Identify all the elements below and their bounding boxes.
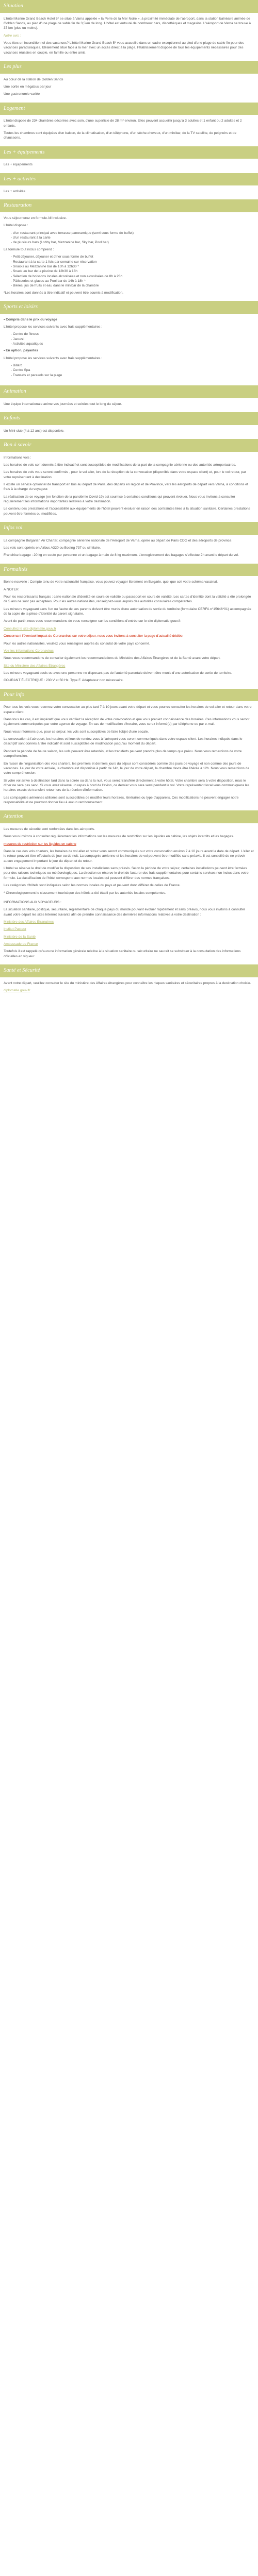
- bon-text: Les horaires de vols vous seront confirmés , pour le vol aller, lors de la réception de la convocation (disponible dans votre espace client) et, pour le vol retour, par votre représentant à destination.: [4, 470, 246, 479]
- formalites-text: Pour les ressortissants français : carte nationale d'identité en cours de validité ou passeport en cours de validité. Les cartes d'identité dont la validité a été prolongée de 5 ans ne sont pas acceptées. Pour les autres nationalités, renseignez-vous auprès des autorités consulaires compétentes.: [4, 595, 251, 604]
- formalites-text: Pour les autres nationalités, veuillez vous renseigner auprès du consulat de votre pays concerné.: [4, 641, 150, 646]
- restauration-subtitle: L'hôtel dispose :: [4, 224, 28, 228]
- sports-paid-title: • En option, payantes: [4, 348, 254, 353]
- infos-link-affaires-etrangeres[interactable]: Ministère des Affaires Étrangères: [4, 920, 54, 924]
- infos-text: La situation sanitaire, politique, sécuritaire, réglementaire de chaque pays du monde pouvant évoluer rapidement et sans préavis, nous vous invitons à consulter avant votre départ les sites Internet suivants afin de prendre connaissance des dernières informations relatives à votre destination :: [4, 908, 246, 917]
- sports-paid-list: [4, 363, 254, 378]
- bon-text: Il existe un service optionnel de transport en bus au départ de Paris, des départs en région et de Province, vers les aéroports de départ vers Varna, à conditions et frais à la charge du voyageur.: [4, 483, 248, 492]
- formalites-text: Bonne nouvelle : Compte tenu de votre nationalité française, vous pouvez voyager librement en Bulgarie, quel que soit votre schéma vaccinal.: [4, 580, 218, 584]
- sports-paid-intro: L'hôtel propose les services suivants avec frais supplémentaires :: [4, 356, 103, 360]
- logement-text: L'hôtel dispose de 234 chambres décorées avec soin, d'une superficie de 28 m² environ. Elles peuvent accueillir jusqu'à 3 adultes et 1 enfant ou 2 adultes et 2 enfants.: [4, 119, 242, 128]
- list-item: - Snack au bar de la piscine de 12h30 à 18h: [11, 269, 254, 274]
- pour-info-text: La convocation à l'aéroport, les horaires et lieux de rendez-vous à l'aéroport vous seront communiqués dans votre espace client. Les horaires indiqués dans le descriptif sont donnés à titre indicatif et sont susceptibles de modification jusqu'au moment du départ.: [4, 737, 243, 746]
- plus-item: Une gastronomie variée: [4, 92, 40, 96]
- formalites-text: Avant de partir, nous vous recommandons de vous renseigner sur les conditions d'entrée sur le site diplomatie.gouv.fr.: [4, 619, 182, 623]
- pour-info-text: Si votre vol arrive à destination tard dans la soirée ou dans la nuit, vous serez transféré directement à votre hôtel. Votre chambre sera à votre disposition, mais le dîner ne sera pas servi. Si vous avez réservé un repas à bord de l'avion, ce dernier vous sera servi pendant le vol. Votre représentant local vous communiquera les horaires exacts du transfert retour lors de la réunion d'information.: [4, 778, 250, 792]
- formalites-electricity: COURANT ÉLECTRIQUE : 230 V et 50 Hz. Type F. Adaptateur non nécessaire.: [4, 679, 124, 683]
- bon-a-savoir-section: [0, 439, 258, 522]
- page: [0, 0, 258, 998]
- activites-text: Les + activités: [4, 190, 25, 194]
- list-item: - Snacks au Mezzanine bar de 10h à 12h30 *: [11, 264, 254, 269]
- enfants-section: [0, 412, 258, 439]
- equipements-section: [0, 146, 258, 173]
- list-item: - Centre de fitness: [11, 332, 254, 336]
- attention-text: Dans le cas des vols charters, les horaires de vol aller et retour vous seront communiqués sur votre convocation environ 7 à 10 jours avant la date de départ. L'aller et le retour peuvent être effectués de jour ou de nuit. La compagnie aérienne et les horaires de vol peuvent être modifiés sans préavis. Il est conseillé de ne prévoir aucun engagement important le jour du départ et du retour.: [4, 850, 254, 863]
- sports-included-list: [4, 332, 254, 346]
- bon-text: La réalisation de ce voyage (en fonction de la pandémie Covid-19) est soumise à certaines conditions qui peuvent évoluer. Nous vous invitons à consulter régulièrement les informations importantes relatives à votre destination.: [4, 495, 235, 504]
- formalites-text: Les mineurs voyageant sans l'un ou l'autre de ses parents doivent être munis d'une autorisation de sortie du territoire (formulaire CERFA n°15646*01) accompagnée de la copie de la pièce d'identité du parent signataire.: [4, 607, 251, 616]
- bon-text: Les horaires de vols sont donnés à titre indicatif et sont susceptibles de modifications de la part de la compagnie aérienne ou des autorités aéroportuaires.: [4, 463, 236, 467]
- list-item: - Activités aquatiques: [11, 342, 254, 346]
- formalites-coronavirus-notice: Concernant l'éventuel impact du Coronavirus sur votre séjour, nous vous invitons à consulter la page d'actualité dédiée.: [4, 634, 184, 638]
- list-item: - Petit déjeuner, déjeuner et dîner sous forme de buffet: [11, 255, 254, 259]
- infos-vol-section: [0, 522, 258, 564]
- equipements-text: Les + équipements: [4, 163, 33, 167]
- list-item: - Jacuzzi: [11, 337, 254, 342]
- equipements-heading: Les + équipements: [0, 146, 258, 159]
- vols-text: La compagnie Bulgarian Air Charter, compagnie aérienne nationale de l'Aéroport de Varna, opère au départ de Paris CDG et des aéroports de province.: [4, 538, 233, 543]
- infos-link-sante[interactable]: Ministère de la Santé: [4, 935, 36, 939]
- list-item: - d'un restaurant à la carte: [11, 235, 254, 240]
- restauration-venue-list: [4, 231, 254, 245]
- list-item: - Restaurant à la carte 1 fois par semaine sur réservation: [11, 260, 254, 264]
- infos-title: INFORMATIONS AUX VOYAGEURS :: [4, 900, 61, 904]
- sports-heading: Sports et loisirs: [0, 301, 258, 314]
- list-item: - Bières, jus de fruits et eau dans le minibar de la chambre: [11, 283, 254, 288]
- plus-heading: Les plus: [0, 61, 258, 74]
- list-item: - Transats et parasols sur la plage: [11, 373, 254, 378]
- list-item: - Pâtisseries et glaces au Pool bar de 14h à 18h *: [11, 279, 254, 283]
- restauration-heading: Restauration: [0, 199, 258, 212]
- pour-info-text: Pendant la période de haute saison, les vols peuvent être retardés, et les transferts peuvent prendre plus de temps que prévu. Nous vous remercions de votre compréhension.: [4, 749, 242, 758]
- animation-section: [0, 385, 258, 412]
- infos-link-pasteur[interactable]: Institut Pasteur: [4, 927, 26, 931]
- list-item: - d'un restaurant principal avec terrasse panoramique (servi sous forme de buffet): [11, 231, 254, 235]
- logement-heading: Logement: [0, 103, 258, 115]
- restauration-subtitle: La formule tout inclus comprend :: [4, 247, 54, 251]
- list-item: - Centre Spa: [11, 368, 254, 372]
- sante-diplomatie-link[interactable]: diplomatie.gouv.fr: [4, 989, 30, 993]
- attention-section: [0, 810, 258, 964]
- diplomatie-link[interactable]: Consultez le site diplomatie.gouv.fr: [4, 626, 56, 631]
- list-item: - de plusieurs bars (Lobby bar, Mezzanine bar, Sky bar, Pool bar): [11, 240, 254, 245]
- situation-heading: Situation: [0, 0, 258, 13]
- situation-opinion-label: Notre avis :: [4, 33, 21, 38]
- restauration-section: [0, 199, 258, 301]
- attention-text: L'hôtel se réserve le droit de modifier la disposition de ses installations sans préavis. Selon la période de votre séjour, certaines installations peuvent être fermées pour des raisons techniques ou météorologiques. La direction se réserve le droit de facturer des frais supplémentaires pour certains services non inclus dans votre formule. La classification de l'hôtel correspond aux normes locales qui peuvent différer des normes françaises.: [4, 867, 249, 880]
- activites-section: [0, 173, 258, 200]
- restauration-inclusive-list: [4, 255, 254, 289]
- infos-link-ambassade[interactable]: Ambassade de France: [4, 942, 38, 946]
- bon-text: Le contenu des prestations et l'accessibilité aux équipements de l'hôtel peuvent évoluer en raison des contraintes liées à la situation sanitaire. Certaines prestations peuvent être fermées ou modifiées.: [4, 507, 250, 516]
- restauration-intro: Vous séjournerez en formule All Inclusive.: [4, 216, 67, 221]
- sports-section: [0, 301, 258, 385]
- situation-text: L'hôtel Marine Grand Beach Hotel 5* se situe à Varna appelée « la Perle de la Mer Noire », à proximité immédiate de l'aéroport, dans la station balnéaire animée de Golden Sands, au pied d'une plage de sable fin de 3,5km de long. L'hôtel est entouré de nombreux bars, discothèques et magasins. L'aéroport de Varna se trouve à 37 km (plus ou moins).: [4, 16, 251, 30]
- formalites-section: [0, 564, 258, 689]
- plus-item: Au cœur de la station de Golden Sands: [4, 77, 63, 81]
- bon-subtitle: Informations vols :: [4, 455, 31, 460]
- situation-opinion-text: Vous êtes un inconditionnel des vacances? L'hôtel Marine Grand Beach 5* vous accueille dans un cadre exceptionnel au pied d'une plage de sable fin pour des vacances paradisiaques. Idéalement situé face à la mer avec un accès direct à la plage, l'établissement dispose de tous les équipements nécessaires pour des vacances réussies en couple, en famille ou entre amis.: [4, 41, 244, 55]
- situation-section: [0, 0, 258, 61]
- infos-text: Toutefois il est rappelé qu'aucune information générale relative à la situation sanitaire ou sécuritaire ne saurait se substituer à la consultation des informations officielles en vigueur.: [4, 950, 241, 958]
- attention-text: * Chronologiquement le classement touristique des hôtels a été établi par les autorités locales compétentes.: [4, 891, 166, 895]
- logement-text: Toutes les chambres sont équipées d'un balcon, de la climatisation, d'un téléphone, d'un sèche-cheveux, d'un minibar, de la TV satellite, de peignoirs et de chaussons.: [4, 131, 237, 140]
- formalites-heading: Formalités: [0, 564, 258, 577]
- pour-info-heading: Pour info: [0, 689, 258, 702]
- pour-info-text: Dans tous les cas, il est impératif que vous vérifiiez la réception de votre convocation et que vous preniez connaissance des horaires. Ces informations vous seront également communiquées par votre agence de voyage. En cas de modification d'horaire, vous serez informé(e) par téléphone ou par e-mail.: [4, 717, 250, 726]
- attention-text: Les mesures de sécurité sont renforcées dans les aéroports.: [4, 827, 95, 831]
- affaires-etrangeres-link[interactable]: Site du Ministère des Affaires Étrangères: [4, 664, 66, 668]
- attention-text: Nous vous invitons à consulter régulièrement les informations sur les mesures de restriction sur les liquides en cabine, les objets interdits et les bagages.: [4, 835, 234, 839]
- formalites-subtitle: A NOTER: [4, 587, 19, 591]
- pour-info-text: En raison de l'organisation des vols charters, les premiers et derniers jours du séjour sont considérés comme des jours de voyage et non comme des jours de vacances. Le jour de votre arrivée, la chambre est disponible à partir de 14h, le jour de votre départ, la chambre devra être libérée à 12h. Nous vous remercions de votre compréhension.: [4, 761, 250, 775]
- bon-a-savoir-heading: Bon à savoir: [0, 439, 258, 452]
- enfants-heading: Enfants: [0, 412, 258, 425]
- sante-text: Avant votre départ, veuillez consulter le site du ministère des Affaires étrangères pour connaître les risques sanitaires et sécuritaires propres à la destination choisie.: [4, 981, 251, 985]
- animation-heading: Animation: [0, 385, 258, 398]
- plus-section: [0, 61, 258, 103]
- formalites-text: Les mineurs voyageant seuls ou avec une personne ne disposant pas de l'autorité parentale doivent être munis d'une autorisation de sortie de territoire.: [4, 671, 232, 675]
- formalites-text: Nous vous recommandons de consulter également les recommandations du Ministère des Affaires Étrangères et de la Santé avant votre départ.: [4, 656, 221, 660]
- plus-item: Une sortie en mégabus par jour: [4, 84, 52, 89]
- vols-text: Les vols sont opérés en Airbus A320 ou Boeing 737 ou similaire.: [4, 546, 101, 550]
- pour-info-text: Pour tous les vols vous recevrez votre convocation au plus tard 7 à 10 jours avant votre départ et vous pourrez consulter les horaires de vol aller et retour dans votre espace client.: [4, 705, 252, 714]
- sports-included-intro: L'hôtel propose les services suivants avec frais supplémentaires :: [4, 325, 103, 329]
- pour-info-text: Les compagnies aériennes utilisées sont susceptibles de modifier leurs horaires, itinéraires ou type d'appareils. Ces modifications ne peuvent engager notre responsabilité et ne pourront donner lieu à aucun remboursement.: [4, 795, 239, 805]
- sante-section: [0, 964, 258, 998]
- liquides-link[interactable]: mesures de restriction sur les liquides en cabine: [4, 842, 76, 846]
- pour-info-section: [0, 689, 258, 811]
- enfants-text: Un Mini-club (4 à 12 ans) est disponible.: [4, 429, 64, 433]
- logement-section: [0, 103, 258, 146]
- restauration-note: *Les horaires sont donnés à titre indicatif et peuvent être soumis à modification.: [4, 291, 124, 295]
- infos-vol-heading: Infos vol: [0, 522, 258, 535]
- coronavirus-link[interactable]: Voir les informations Coronavirus: [4, 649, 54, 653]
- list-item: - Billard: [11, 363, 254, 368]
- attention-heading: Attention: [0, 810, 258, 823]
- vols-text: Franchise bagage : 20 kg en soute par personne et un bagage à main de 8 kg maximum. L'enregistrement des bagages s'effectue 2h avant le départ du vol.: [4, 553, 239, 557]
- list-item: - Sélection de boissons locales alcoolisées et non alcoolisées de 8h à 23h: [11, 274, 254, 279]
- activites-heading: Les + activités: [0, 173, 258, 186]
- animation-text: Une équipe internationale anime vos journées et soirées tout le long du séjour.: [4, 402, 122, 406]
- attention-text: Les catégories d'hôtels sont indiquées selon les normes locales du pays et peuvent donc différer de celles de France.: [4, 884, 181, 888]
- pour-info-text: Nous vous informons que, pour ce séjour, les vols sont susceptibles de faire l'objet d'une escale.: [4, 730, 149, 734]
- sante-heading: Santé et Sécurité: [0, 964, 258, 977]
- sports-included-title: • Compris dans le prix du voyage: [4, 317, 254, 322]
